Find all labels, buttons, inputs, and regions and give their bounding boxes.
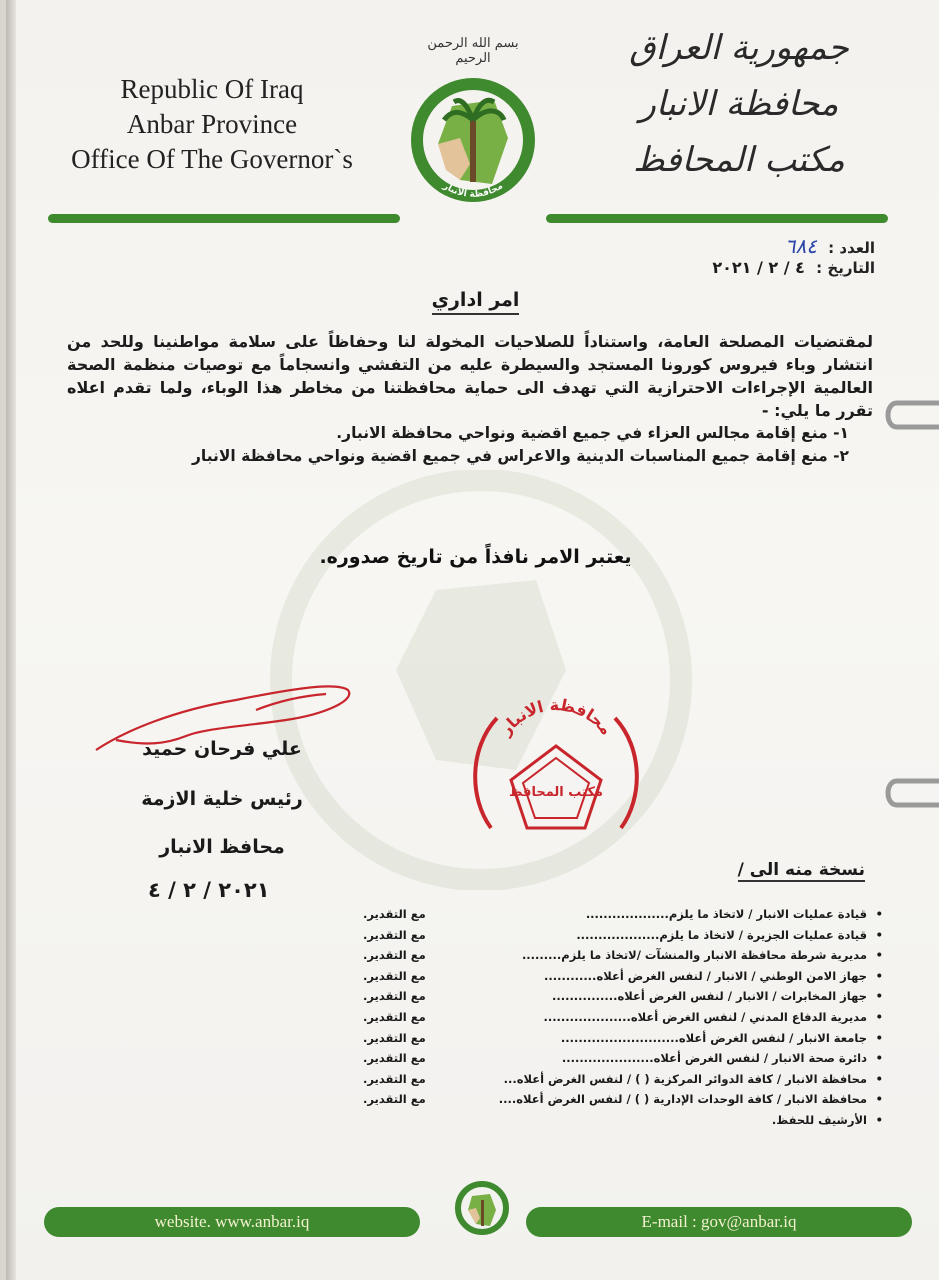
distribution-item: •دائرة صحة الانبار / لنفس الغرض أعلاه..................... مع التقدير.	[363, 1051, 883, 1066]
header-line-republic: Republic Of Iraq	[120, 74, 304, 104]
order-body	[67, 330, 873, 468]
distribution-item: •الأرشيف للحفظ.	[771, 1112, 883, 1127]
order-item-1: ١- منع إقامة مجالس العزاء في جميع اقضية ونواحي محافظة الانبار.	[336, 424, 849, 442]
number-value: ٦٨٤	[784, 234, 817, 258]
logo-caption: محافظة الانبار	[441, 181, 505, 200]
distribution-item: •قيادة عمليات الانبار / لاتخاذ ما يلزم................... مع التقدير.	[363, 907, 883, 921]
arabic-header	[609, 20, 869, 188]
website-text: website. www.anbar.iq	[154, 1212, 310, 1231]
document-title-text: امر اداري	[432, 289, 520, 315]
header-rule-left	[48, 214, 400, 223]
province-logo	[408, 36, 538, 206]
header-line-province: Anbar Province	[126, 109, 298, 139]
stamp-center-text: مكتب المحافظ	[509, 785, 603, 800]
distribution-title-text: نسخة منه الى /	[737, 860, 865, 880]
footer-website	[44, 1207, 420, 1237]
date-label: التاريخ :	[816, 259, 875, 277]
distribution-item: •مديرية شرطة محافظة الانبار والمنشآت /لاتخاذ ما يلزم......... مع التقدير.	[363, 948, 883, 963]
english-header	[62, 72, 362, 177]
distribution-item: •مديرية الدفاع المدني / لنفس الغرض أعلاه.................... مع التقدير.	[363, 1009, 883, 1024]
reference-date	[712, 258, 875, 277]
email-text: E-mail : gov@anbar.iq	[641, 1212, 797, 1231]
svg-text:محافظة الانبار	[495, 695, 616, 739]
header-line-office: Office Of The Governor`s	[71, 144, 353, 174]
order-item-2: ٢- منع إقامة جميع المناسبات الدينية والاعراس في جميع اقضية ونواحي محافظة الانبار	[191, 447, 849, 465]
distribution-title	[738, 860, 865, 880]
binder-ring-bottom	[879, 773, 939, 813]
official-stamp	[461, 688, 651, 848]
distribution-list	[363, 904, 883, 1131]
signatory-name: علي فرحان حميد	[142, 738, 302, 760]
paper-edge	[6, 0, 16, 1280]
distribution-item: •جهاز الامن الوطني / الانبار / لنفس الغرض أعلاه............ مع التقدير.	[363, 968, 883, 983]
distribution-item: •محافظة الانبار / كافة الدوائر المركزية ( ) / لنفس الغرض أعلاه... مع التقدير.	[363, 1071, 883, 1086]
basmala: بسم الله الرحمن الرحيم	[427, 36, 519, 66]
footer-email	[526, 1207, 912, 1237]
date-value: ٤ / ٢ / ٢٠٢١	[712, 258, 805, 277]
footer-emblem-icon	[454, 1176, 510, 1240]
distribution-item: •جامعة الانبار / لنفس الغرض أعلاه........................... مع التقدير.	[363, 1030, 883, 1045]
signatory-role-crisis: رئيس خلية الازمة	[141, 788, 303, 810]
order-paragraph: لمقتضيات المصلحة العامة، واستناداً للصلاحيات المخولة لنا وحفاظاً على سلامة مواطنينا وللحد من انتشار وباء فيروس كورونا المستجد والسيطرة عليه من التفشي وانسجاماً مع توصيات منظمة الصحة العالمية الإجراءات الاحترازية التي تهدف الى حماية محافظتنا من مخاطر هذا الوباء، ولما تقدم اعلاه تقرر ما يلي: -	[67, 332, 873, 420]
ar-header-line-office: مكتب المحافظ	[633, 140, 845, 180]
header-rule-right	[546, 214, 888, 223]
distribution-item: •قيادة عمليات الجزيرة / لاتخاذ ما يلزم................... مع التقدير.	[363, 927, 883, 942]
document-title	[6, 289, 939, 311]
effective-statement: يعتبر الامر نافذاً من تاريخ صدوره.	[319, 546, 632, 568]
ar-header-line-province: محافظة الانبار	[639, 84, 839, 124]
number-label: العدد :	[828, 239, 875, 257]
stamp-ring-text: محافظة الانبار	[495, 695, 617, 739]
emblem-icon	[408, 58, 538, 208]
signature-date: ٢٠٢١ / ٢ / ٤	[148, 878, 270, 902]
document-page	[6, 0, 939, 1280]
binder-ring-top	[879, 395, 939, 435]
distribution-item: •محافظة الانبار / كافة الوحدات الإدارية ( ) / لنفس الغرض أعلاه.... مع التقدير.	[363, 1092, 883, 1107]
reference-number	[785, 234, 875, 258]
distribution-item: •جهاز المخابرات / الانبار / لنفس الغرض أعلاه............... مع التقدير.	[363, 989, 883, 1004]
signatory-role-governor: محافظ الانبار	[159, 836, 285, 858]
ar-header-line-republic: جمهورية العراق	[629, 28, 849, 68]
